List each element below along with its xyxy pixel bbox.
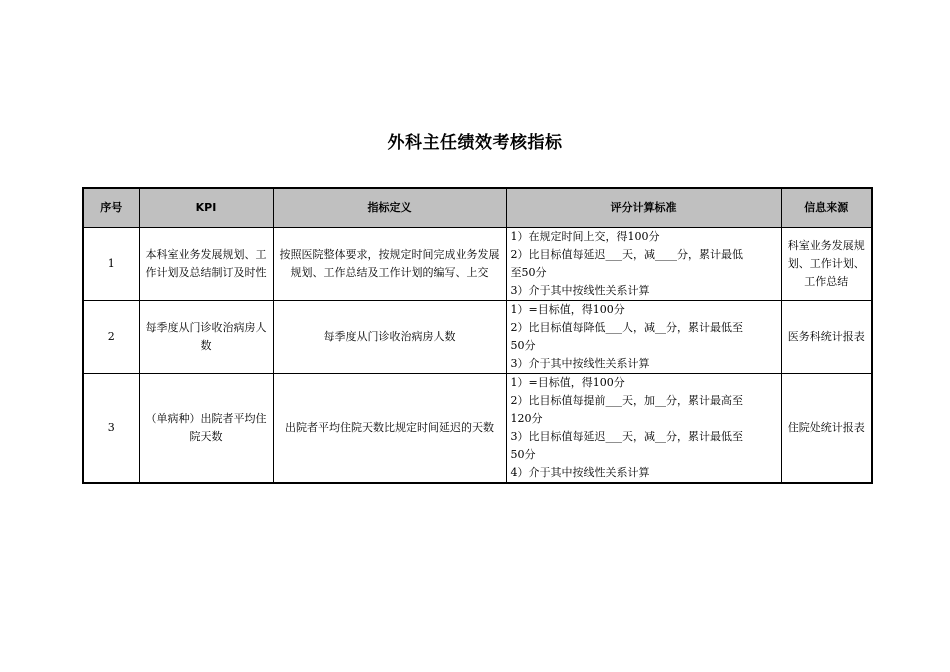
- header-no: 序号: [83, 188, 139, 228]
- cell-definition: 按照医院整体要求，按规定时间完成业务发展规划、工作总结及工作计划的编写、上交: [273, 228, 506, 301]
- criteria-line: 50分: [510, 339, 536, 352]
- cell-no: 2: [83, 301, 139, 374]
- criteria-line: 1）在规定时间上交，得100分: [510, 230, 660, 243]
- cell-no: 3: [83, 374, 139, 484]
- cell-kpi: 本科室业务发展规划、工作计划及总结制订及时性: [139, 228, 273, 301]
- criteria-line: 50分: [510, 448, 536, 461]
- table-row: [83, 228, 872, 301]
- header-kpi: KPI: [139, 188, 273, 228]
- cell-definition: 每季度从门诊收治病房人数: [273, 301, 506, 374]
- table-row: [83, 301, 872, 374]
- criteria-line: 120分: [510, 412, 543, 425]
- criteria-line: 2）比目标值每提前___天，加__分，累计最高至: [510, 394, 743, 407]
- cell-kpi: 每季度从门诊收治病房人数: [139, 301, 273, 374]
- header-source: 信息来源: [781, 188, 872, 228]
- criteria-line: 2）比目标值每降低___人，减__分，累计最低至: [510, 321, 743, 334]
- header-definition: 指标定义: [273, 188, 506, 228]
- criteria-line: 3）比目标值每延迟___天，减__分，累计最低至: [510, 430, 743, 443]
- criteria-line: 至50分: [510, 266, 547, 279]
- criteria-line: 4）介于其中按线性关系计算: [510, 466, 650, 479]
- table-header-row: [83, 188, 872, 228]
- cell-criteria: [506, 374, 781, 484]
- cell-criteria: [506, 228, 781, 301]
- header-criteria: 评分计算标准: [506, 188, 781, 228]
- cell-criteria: [506, 301, 781, 374]
- criteria-line: 3）介于其中按线性关系计算: [510, 357, 650, 370]
- cell-kpi: （单病种）出院者平均住院天数: [139, 374, 273, 484]
- cell-definition: 出院者平均住院天数比规定时间延迟的天数: [273, 374, 506, 484]
- cell-source: 住院处统计报表: [781, 374, 872, 484]
- table-row: [83, 374, 872, 484]
- page-title: 外科主任绩效考核指标: [387, 133, 563, 153]
- criteria-line: 1）=目标值，得100分: [510, 303, 625, 316]
- cell-source: 科室业务发展规划、工作计划、工作总结: [781, 228, 872, 301]
- criteria-line: 3）介于其中按线性关系计算: [510, 284, 650, 297]
- cell-source: 医务科统计报表: [781, 301, 872, 374]
- kpi-table: [82, 187, 873, 484]
- criteria-line: 1）=目标值，得100分: [510, 376, 625, 389]
- criteria-line: 2）比目标值每延迟___天，减____分，累计最低: [510, 248, 743, 261]
- cell-no: 1: [83, 228, 139, 301]
